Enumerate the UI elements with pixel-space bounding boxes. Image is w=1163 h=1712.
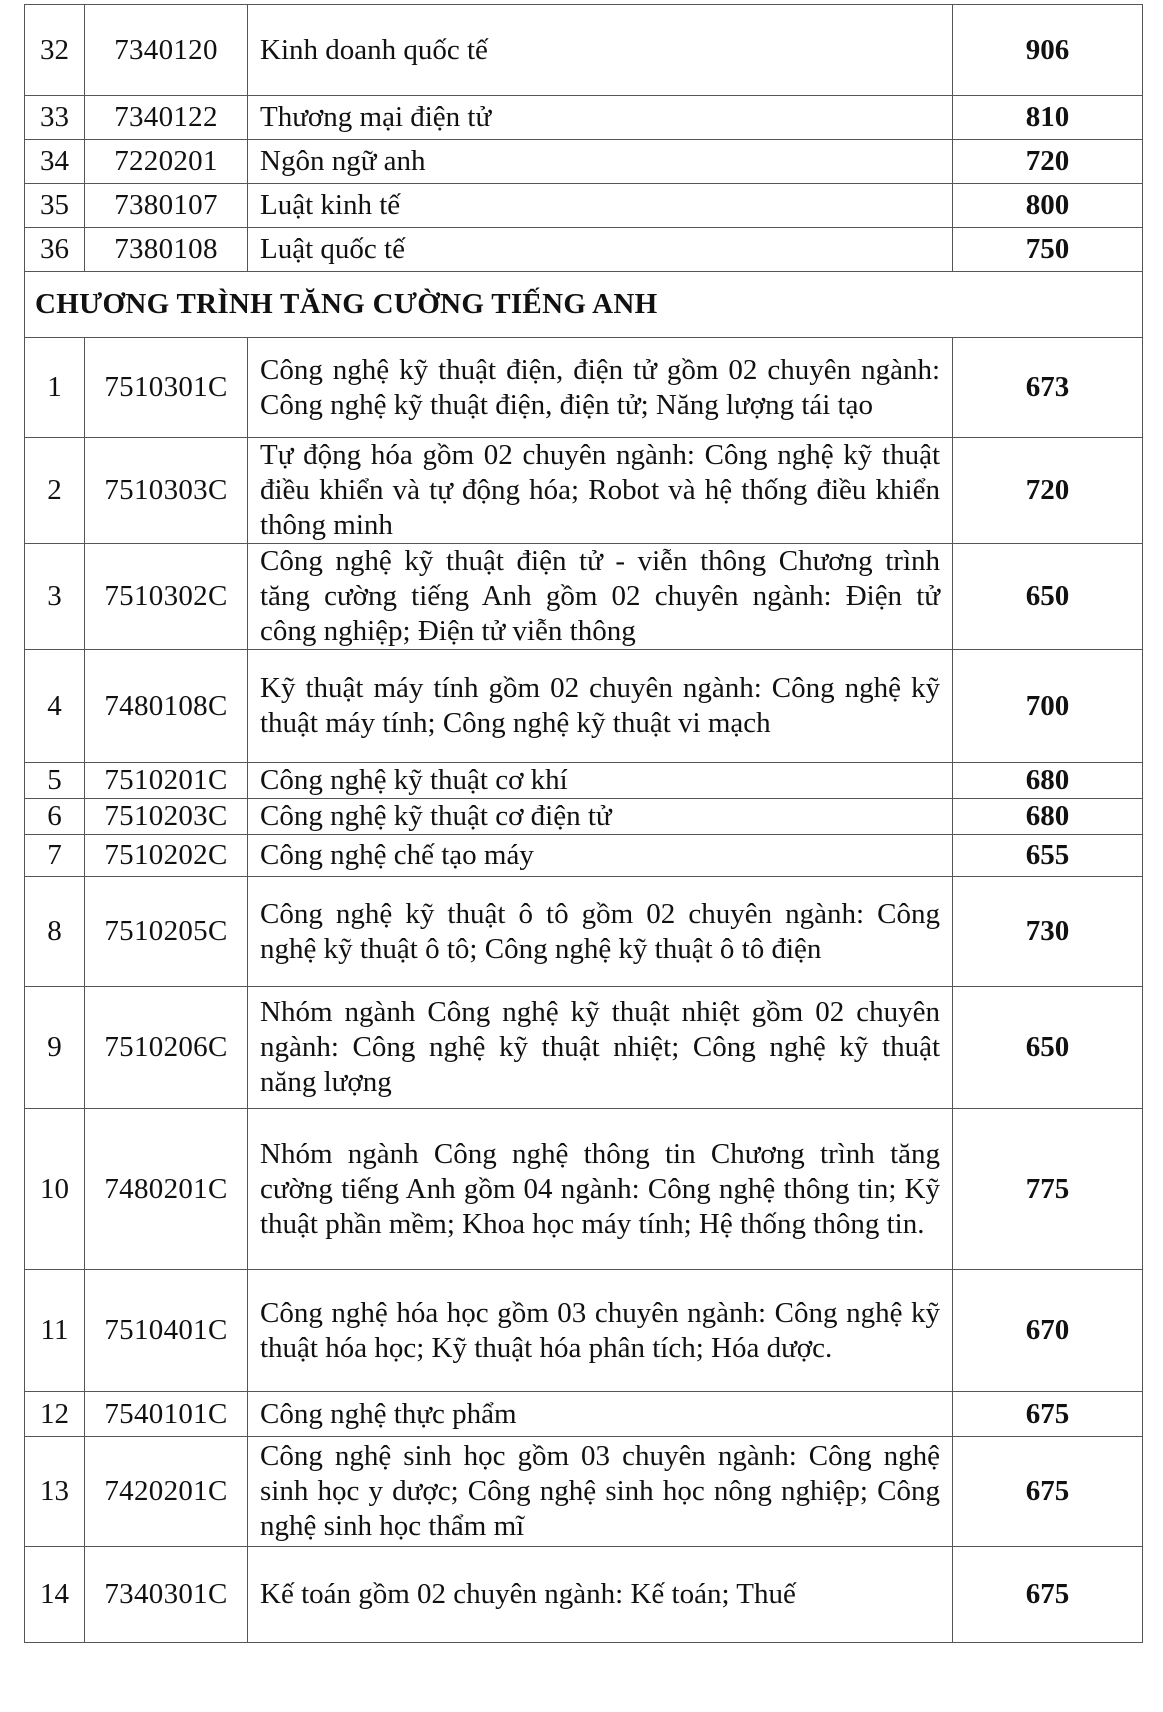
- major-name: Kinh doanh quốc tế: [248, 5, 953, 96]
- major-code: 7220201: [85, 140, 248, 184]
- score-value: 730: [953, 877, 1143, 987]
- score-value: 750: [953, 228, 1143, 272]
- row-index: 2: [25, 438, 85, 544]
- score-value: 800: [953, 184, 1143, 228]
- major-code: 7510203C: [85, 799, 248, 835]
- major-name: Thương mại điện tử: [248, 96, 953, 140]
- row-index: 10: [25, 1109, 85, 1270]
- major-code: 7510401C: [85, 1270, 248, 1392]
- row-index: 8: [25, 877, 85, 987]
- table-row: [25, 1109, 1143, 1270]
- major-name: Công nghệ thực phẩm: [248, 1392, 953, 1437]
- major-code: 7510205C: [85, 877, 248, 987]
- major-code: 7380108: [85, 228, 248, 272]
- score-value: 720: [953, 438, 1143, 544]
- table-row: [25, 1547, 1143, 1643]
- row-index: 4: [25, 650, 85, 763]
- row-index: 3: [25, 544, 85, 650]
- major-code: 7510303C: [85, 438, 248, 544]
- score-value: 680: [953, 799, 1143, 835]
- major-code: 7510302C: [85, 544, 248, 650]
- table-row: [25, 338, 1143, 438]
- major-code: 7380107: [85, 184, 248, 228]
- section-title: CHƯƠNG TRÌNH TĂNG CƯỜNG TIẾNG ANH: [25, 272, 1143, 338]
- major-name: Luật quốc tế: [248, 228, 953, 272]
- major-name: Công nghệ kỹ thuật ô tô gồm 02 chuyên ngành: Công nghệ kỹ thuật ô tô; Công nghệ kỹ thuật ô tô điện: [248, 877, 953, 987]
- table-row: [25, 650, 1143, 763]
- row-index: 32: [25, 5, 85, 96]
- major-code: 7510301C: [85, 338, 248, 438]
- row-index: 33: [25, 96, 85, 140]
- row-index: 5: [25, 763, 85, 799]
- major-name: Nhóm ngành Công nghệ thông tin Chương trình tăng cường tiếng Anh gồm 04 ngành: Công nghệ thông tin; Kỹ thuật phần mềm; Khoa học máy tính; Hệ thống thông tin.: [248, 1109, 953, 1270]
- major-code: 7510202C: [85, 835, 248, 877]
- table-row: [25, 96, 1143, 140]
- major-code: 7540101C: [85, 1392, 248, 1437]
- major-name: Công nghệ kỹ thuật điện, điện tử gồm 02 chuyên ngành: Công nghệ kỹ thuật điện, điện tử; Năng lượng tái tạo: [248, 338, 953, 438]
- table-row: [25, 1392, 1143, 1437]
- score-value: 680: [953, 763, 1143, 799]
- table-row: [25, 835, 1143, 877]
- table-row: [25, 228, 1143, 272]
- score-value: 675: [953, 1437, 1143, 1547]
- row-index: 35: [25, 184, 85, 228]
- admission-score-table: [24, 4, 1143, 1643]
- score-value: 655: [953, 835, 1143, 877]
- score-value: 675: [953, 1547, 1143, 1643]
- row-index: 13: [25, 1437, 85, 1547]
- major-code: 7480201C: [85, 1109, 248, 1270]
- score-value: 675: [953, 1392, 1143, 1437]
- major-name: Kế toán gồm 02 chuyên ngành: Kế toán; Thuế: [248, 1547, 953, 1643]
- table-row: [25, 5, 1143, 96]
- major-code: 7340301C: [85, 1547, 248, 1643]
- major-name: Công nghệ hóa học gồm 03 chuyên ngành: Công nghệ kỹ thuật hóa học; Kỹ thuật hóa phân tích; Hóa dược.: [248, 1270, 953, 1392]
- table-row: [25, 140, 1143, 184]
- score-value: 650: [953, 544, 1143, 650]
- row-index: 11: [25, 1270, 85, 1392]
- table-row: [25, 184, 1143, 228]
- score-value: 673: [953, 338, 1143, 438]
- table-row: [25, 438, 1143, 544]
- table-row: [25, 987, 1143, 1109]
- major-code: 7420201C: [85, 1437, 248, 1547]
- score-value: 720: [953, 140, 1143, 184]
- table-row: [25, 544, 1143, 650]
- table-row: [25, 877, 1143, 987]
- major-name: Tự động hóa gồm 02 chuyên ngành: Công nghệ kỹ thuật điều khiển và tự động hóa; Robot và hệ thống điều khiển thông minh: [248, 438, 953, 544]
- row-index: 34: [25, 140, 85, 184]
- major-name: Công nghệ kỹ thuật cơ điện tử: [248, 799, 953, 835]
- score-value: 810: [953, 96, 1143, 140]
- major-name: Công nghệ kỹ thuật điện tử - viễn thông Chương trình tăng cường tiếng Anh gồm 02 chuyên ngành: Điện tử công nghiệp; Điện tử viễn thông: [248, 544, 953, 650]
- major-name: Công nghệ kỹ thuật cơ khí: [248, 763, 953, 799]
- score-value: 906: [953, 5, 1143, 96]
- major-code: 7510201C: [85, 763, 248, 799]
- major-name: Kỹ thuật máy tính gồm 02 chuyên ngành: Công nghệ kỹ thuật máy tính; Công nghệ kỹ thuật vi mạch: [248, 650, 953, 763]
- row-index: 14: [25, 1547, 85, 1643]
- major-name: Công nghệ chế tạo máy: [248, 835, 953, 877]
- row-index: 36: [25, 228, 85, 272]
- row-index: 1: [25, 338, 85, 438]
- score-value: 650: [953, 987, 1143, 1109]
- major-name: Nhóm ngành Công nghệ kỹ thuật nhiệt gồm 02 chuyên ngành: Công nghệ kỹ thuật nhiệt; Công nghệ kỹ thuật năng lượng: [248, 987, 953, 1109]
- major-name: Công nghệ sinh học gồm 03 chuyên ngành: Công nghệ sinh học y dược; Công nghệ sinh học nông nghiệp; Công nghệ sinh học thẩm mĩ: [248, 1437, 953, 1547]
- table-row: [25, 763, 1143, 799]
- table-row: [25, 1270, 1143, 1392]
- major-name: Ngôn ngữ anh: [248, 140, 953, 184]
- row-index: 9: [25, 987, 85, 1109]
- score-value: 700: [953, 650, 1143, 763]
- score-value: 670: [953, 1270, 1143, 1392]
- major-code: 7510206C: [85, 987, 248, 1109]
- row-index: 7: [25, 835, 85, 877]
- major-code: 7480108C: [85, 650, 248, 763]
- major-name: Luật kinh tế: [248, 184, 953, 228]
- table-row: [25, 799, 1143, 835]
- major-code: 7340120: [85, 5, 248, 96]
- major-code: 7340122: [85, 96, 248, 140]
- row-index: 12: [25, 1392, 85, 1437]
- row-index: 6: [25, 799, 85, 835]
- section-header-row: [25, 272, 1143, 338]
- table-row: [25, 1437, 1143, 1547]
- score-value: 775: [953, 1109, 1143, 1270]
